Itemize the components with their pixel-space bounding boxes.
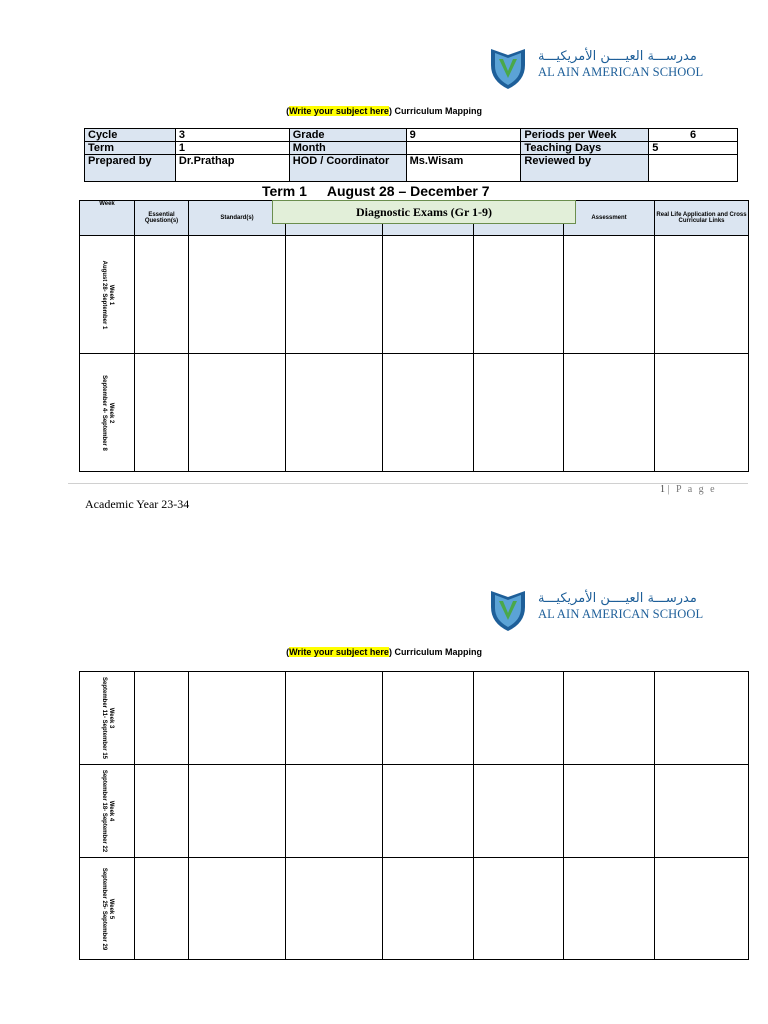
header-assessment: Assessment xyxy=(564,201,655,236)
cell[interactable] xyxy=(383,672,474,765)
periods-label: Periods per Week xyxy=(521,129,649,142)
cell[interactable] xyxy=(383,858,474,960)
info-table xyxy=(84,128,738,182)
term-value[interactable]: 1 xyxy=(175,142,289,155)
cell[interactable] xyxy=(474,354,564,472)
cell[interactable] xyxy=(286,858,383,960)
diagnostic-exams-banner: Diagnostic Exams (Gr 1-9) xyxy=(272,200,576,224)
month-value[interactable] xyxy=(406,142,521,155)
cycle-label: Cycle xyxy=(85,129,176,142)
cell[interactable] xyxy=(564,354,655,472)
hod-value[interactable]: Ms.Wisam xyxy=(406,155,521,182)
teaching-days-value[interactable]: 5 xyxy=(649,142,738,155)
cycle-value[interactable]: 3 xyxy=(175,129,289,142)
school-name-english: AL AIN AMERICAN SCHOOL xyxy=(538,607,704,621)
subject-heading: (Write your subject here) Curriculum Mapping xyxy=(286,106,482,116)
cell[interactable] xyxy=(135,354,189,472)
reviewed-by-value[interactable] xyxy=(649,155,738,182)
school-logo-page-2 xyxy=(488,587,704,637)
cell[interactable] xyxy=(474,236,564,354)
cell[interactable] xyxy=(383,765,474,858)
teaching-days-label: Teaching Days xyxy=(521,142,649,155)
cell[interactable] xyxy=(189,236,286,354)
week-cell: Week 3 September 11- September 15 xyxy=(80,672,135,765)
cell[interactable] xyxy=(655,765,749,858)
cell[interactable] xyxy=(189,858,286,960)
term-heading xyxy=(262,183,510,199)
school-name-arabic: مدرســـة العيــــن الأمريكيـــة xyxy=(538,49,697,64)
cell[interactable] xyxy=(474,672,564,765)
prepared-by-label: Prepared by xyxy=(85,155,176,182)
week-cell: Week 2 September 4- September 8 xyxy=(80,354,135,472)
cell[interactable] xyxy=(474,765,564,858)
hod-label: HOD / Coordinator xyxy=(289,155,406,182)
term-label: Term xyxy=(85,142,176,155)
cell[interactable] xyxy=(655,354,749,472)
table-row xyxy=(80,858,749,960)
cell[interactable] xyxy=(564,236,655,354)
cell[interactable] xyxy=(564,858,655,960)
page-number: 1 | P a g e xyxy=(660,484,717,495)
header-standards: Standard(s) xyxy=(189,201,286,236)
school-name-english: AL AIN AMERICAN SCHOOL xyxy=(538,65,704,79)
week-cell: Week 4 September 18- September 22 xyxy=(80,765,135,858)
table-row xyxy=(80,354,749,472)
subject-placeholder[interactable]: Write your subject here xyxy=(289,647,389,657)
week-cell: Week 5 September 25- September 29 xyxy=(80,858,135,960)
cell[interactable] xyxy=(189,672,286,765)
table-row xyxy=(80,236,749,354)
academic-year: Academic Year 23-34 xyxy=(85,497,190,511)
term-dates: August 28 – December 7 xyxy=(326,183,490,199)
table-row xyxy=(80,765,749,858)
header-week: Week xyxy=(80,201,135,236)
prepared-by-value[interactable]: Dr.Prathap xyxy=(175,155,289,182)
cell[interactable] xyxy=(135,672,189,765)
month-label: Month xyxy=(289,142,406,155)
term-name: Term 1 xyxy=(262,183,307,199)
cell[interactable] xyxy=(189,765,286,858)
header-real-life: Real Life Application and Cross Curricular Links xyxy=(655,201,749,236)
school-logo xyxy=(488,45,704,95)
periods-value[interactable]: 6 xyxy=(649,129,738,142)
cell[interactable] xyxy=(286,236,383,354)
cell[interactable] xyxy=(383,354,474,472)
cell[interactable] xyxy=(655,672,749,765)
table-row xyxy=(80,672,749,765)
subject-heading-page-2: (Write your subject here) Curriculum Mapping xyxy=(286,647,482,657)
curriculum-table-page-1 xyxy=(79,200,749,472)
shield-logo-icon xyxy=(488,587,528,633)
cell[interactable] xyxy=(286,354,383,472)
cell[interactable] xyxy=(286,672,383,765)
shield-logo-icon xyxy=(488,45,528,91)
cell[interactable] xyxy=(655,236,749,354)
grade-value[interactable]: 9 xyxy=(406,129,521,142)
cell[interactable] xyxy=(564,765,655,858)
subject-placeholder[interactable]: Write your subject here xyxy=(289,106,389,116)
header-essential-questions: Essential Question(s) xyxy=(135,201,189,236)
cell[interactable] xyxy=(135,236,189,354)
cell[interactable] xyxy=(655,858,749,960)
cell[interactable] xyxy=(135,765,189,858)
reviewed-by-label: Reviewed by xyxy=(521,155,649,182)
cell[interactable] xyxy=(564,672,655,765)
footer-divider xyxy=(68,483,748,484)
cell[interactable] xyxy=(286,765,383,858)
week-cell: Week 1 August 28- September 1 xyxy=(80,236,135,354)
cell[interactable] xyxy=(383,236,474,354)
cell[interactable] xyxy=(135,858,189,960)
cell[interactable] xyxy=(189,354,286,472)
grade-label: Grade xyxy=(289,129,406,142)
cell[interactable] xyxy=(474,858,564,960)
curriculum-table-page-2 xyxy=(79,671,749,960)
school-name-arabic: مدرســـة العيــــن الأمريكيـــة xyxy=(538,591,697,606)
